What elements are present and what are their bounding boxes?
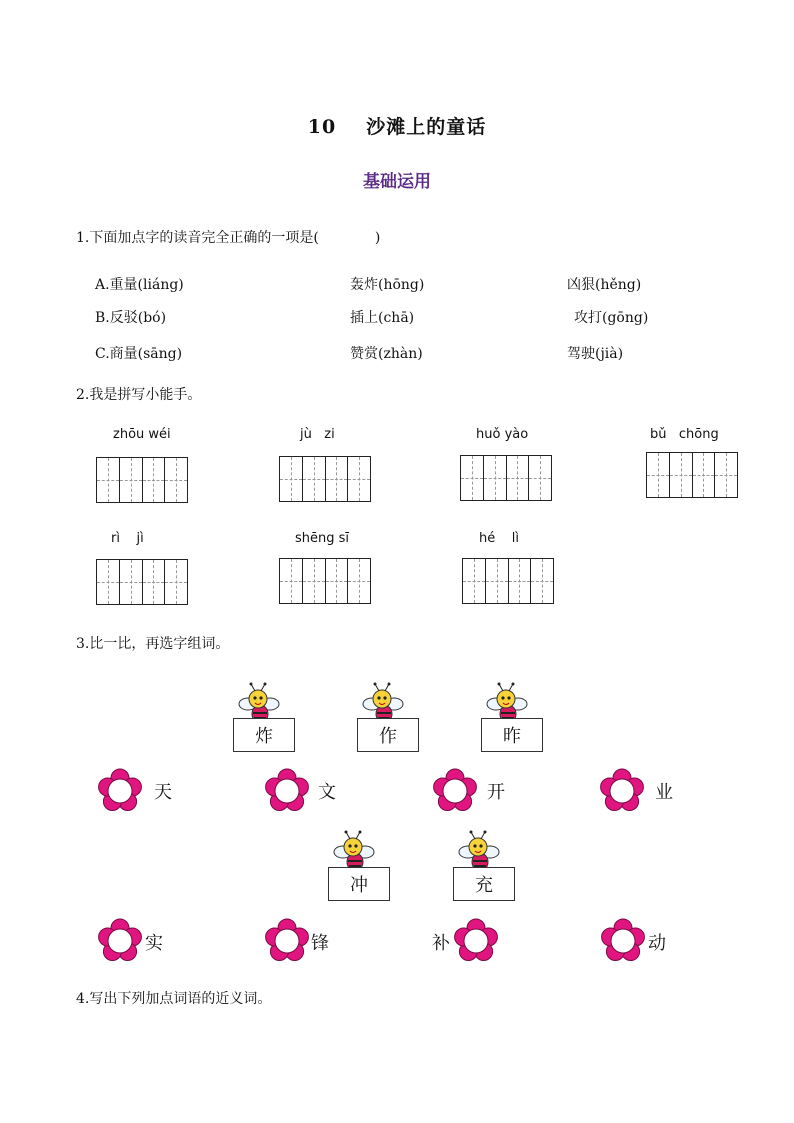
q1-option-a-2: 轰炸(hōng) [350, 277, 425, 293]
writing-grid[interactable] [279, 456, 371, 502]
pinyin-label: zhōu wéi [113, 427, 171, 442]
char-card: 作 [357, 718, 419, 752]
q1-option-a: A.重量(liáng) [95, 277, 184, 293]
bee-icon [456, 828, 500, 872]
bee-icon [331, 828, 375, 872]
q1-option-c-2: 赞赏(zhàn) [350, 346, 423, 362]
writing-grid[interactable] [96, 457, 188, 503]
pinyin-label: rì jì [111, 531, 144, 546]
flower-icon[interactable] [598, 768, 646, 814]
writing-grid[interactable] [96, 559, 188, 605]
flower-icon[interactable] [263, 918, 311, 964]
flower-icon[interactable] [431, 768, 479, 814]
q1-option-b-2: 插上(chā) [350, 310, 415, 326]
q1-option-b-3: 攻打(gōng) [574, 310, 649, 326]
question-2-prompt: 2.我是拼写小能手。 [76, 387, 202, 403]
flower-icon[interactable] [96, 768, 144, 814]
char-card: 昨 [481, 718, 543, 752]
word-char: 文 [318, 782, 336, 803]
lesson-number: 10 [307, 116, 337, 138]
writing-grid[interactable] [462, 558, 554, 604]
section-title: 基础运用 [363, 172, 431, 192]
flower-icon[interactable] [263, 768, 311, 814]
q1-option-c: C.商量(sāng) [95, 346, 183, 362]
flower-icon[interactable] [96, 918, 144, 964]
pinyin-label: shēng sī [295, 531, 350, 546]
pinyin-label: huǒ yào [476, 427, 529, 442]
flower-icon[interactable] [452, 918, 500, 964]
char-card: 炸 [233, 718, 295, 752]
page-title [0, 112, 794, 139]
writing-grid[interactable] [279, 558, 371, 604]
word-char: 实 [145, 933, 163, 954]
question-3-prompt: 3.比一比，再选字组词。 [76, 636, 230, 652]
word-char: 天 [154, 782, 172, 803]
q1-option-c-3: 驾驶(jià) [567, 346, 624, 362]
char-card: 充 [453, 867, 515, 901]
word-char: 补 [432, 933, 450, 954]
question-4-prompt: 4.写出下列加点词语的近义词。 [76, 991, 272, 1007]
word-char: 开 [487, 782, 505, 803]
pinyin-label: bǔ chōng [650, 427, 719, 442]
writing-grid[interactable] [646, 452, 738, 498]
q1-option-b: B.反驳(bó) [95, 310, 167, 326]
lesson-title: 沙滩上的童话 [366, 116, 487, 138]
flower-icon[interactable] [599, 918, 647, 964]
pinyin-label: jù zi [300, 427, 335, 442]
char-card: 冲 [328, 867, 390, 901]
word-char: 动 [648, 933, 666, 954]
pinyin-label: hé lì [479, 531, 519, 546]
q1-option-a-3: 凶狠(hěng) [567, 277, 642, 293]
writing-grid[interactable] [460, 455, 552, 501]
word-char: 业 [655, 782, 673, 803]
word-char: 锋 [311, 933, 329, 954]
question-1-prompt: 1.下面加点字的读音完全正确的一项是( ) [76, 230, 381, 246]
